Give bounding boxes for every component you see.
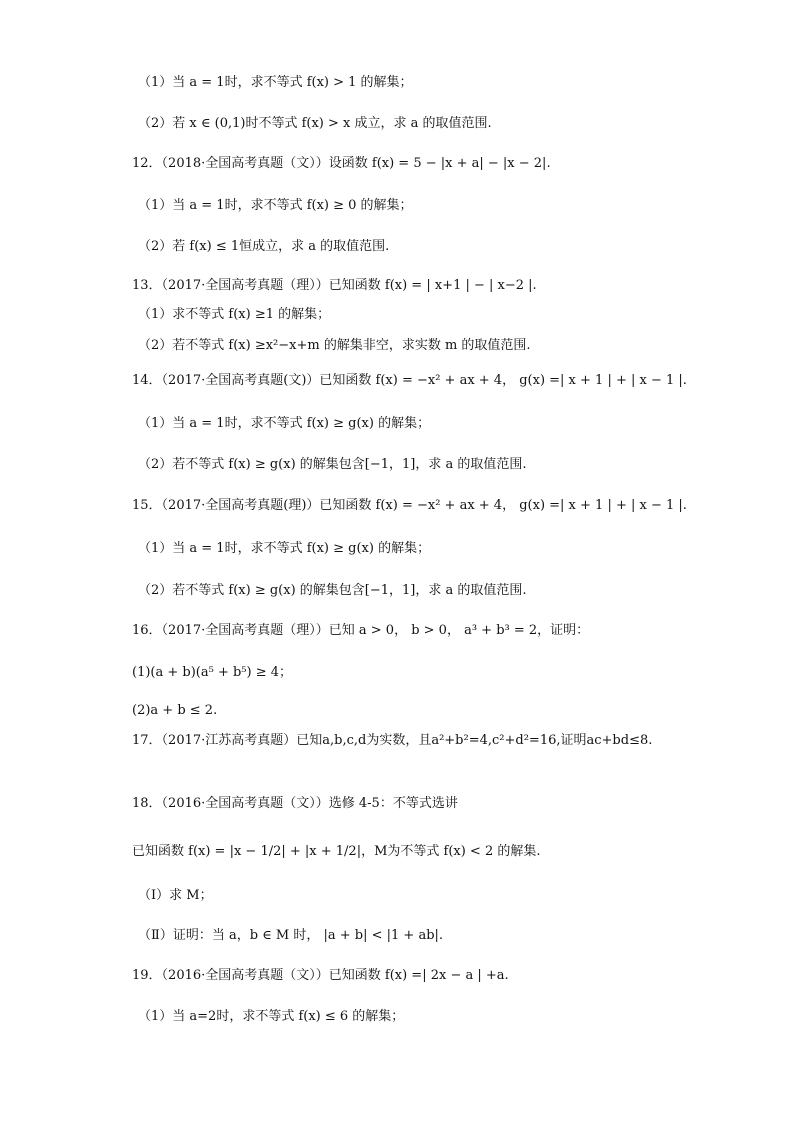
q14-part1: （1）当 a = 1时，求不等式 f(x) ≥ g(x) 的解集； bbox=[138, 416, 431, 431]
q15-stem: 15．（2017·全国高考真题(理)）已知函数 f(x) = −x² + ax + 4， g(x) =| x + 1 | + | x − 1 |. bbox=[132, 498, 687, 513]
q15-part2: （2）若不等式 f(x) ≥ g(x) 的解集包含[−1，1]，求 a 的取值范围. bbox=[138, 583, 527, 598]
q14-part2: （2）若不等式 f(x) ≥ g(x) 的解集包含[−1，1]，求 a 的取值范围. bbox=[138, 457, 527, 472]
q18-part2: （Ⅱ）证明：当 a，b ∈ M 时， |a + b| < |1 + ab|. bbox=[138, 928, 444, 943]
q16-part1: (1)(a + b)(a⁵ + b⁵) ≥ 4； bbox=[132, 665, 293, 680]
q14-stem: 14．（2017·全国高考真题(文)）已知函数 f(x) = −x² + ax + 4， g(x) =| x + 1 | + | x − 1 |. bbox=[132, 373, 687, 388]
q11-part2: （2）若 x ∈ (0,1)时不等式 f(x) > x 成立，求 a 的取值范围. bbox=[138, 116, 492, 131]
q12-part1: （1）当 a = 1时，求不等式 f(x) ≥ 0 的解集； bbox=[138, 198, 413, 213]
q13-part2: （2）若不等式 f(x) ≥x²−x+m 的解集非空，求实数 m 的取值范围. bbox=[138, 338, 531, 353]
q16-stem: 16．（2017·全国高考真题（理））已知 a > 0， b > 0， a³ + b³ = 2，证明： bbox=[132, 623, 590, 638]
q16-part2: (2)a + b ≤ 2. bbox=[132, 703, 218, 718]
q15-part1: （1）当 a = 1时，求不等式 f(x) ≥ g(x) 的解集； bbox=[138, 541, 431, 556]
q18-stem: 18．（2016·全国高考真题（文））选修 4-5：不等式选讲 bbox=[132, 796, 458, 811]
q18-function: 已知函数 f(x) = |x − 1/2| + |x + 1/2|，M为不等式 f(x) < 2 的解集. bbox=[132, 844, 541, 859]
q12-part2: （2）若 f(x) ≤ 1恒成立，求 a 的取值范围. bbox=[138, 239, 390, 254]
q19-part1: （1）当 a=2时，求不等式 f(x) ≤ 6 的解集； bbox=[138, 1009, 405, 1024]
q19-stem: 19．（2016·全国高考真题（文））已知函数 f(x) =| 2x − a | +a. bbox=[132, 968, 509, 983]
q13-stem: 13．（2017·全国高考真题（理））已知函数 f(x) = | x+1 | − | x−2 |. bbox=[132, 278, 537, 293]
q13-part1: （1）求不等式 f(x) ≥1 的解集； bbox=[138, 307, 331, 322]
q18-part1: （Ⅰ）求 M； bbox=[138, 888, 213, 903]
q17-stem: 17．（2017·江苏高考真题）已知a,b,c,d为实数，且a²+b²=4,c²+d²=16,证明ac+bd≤8. bbox=[132, 733, 653, 748]
q12-stem: 12．（2018·全国高考真题（文））设函数 f(x) = 5 − |x + a| − |x − 2|. bbox=[132, 156, 551, 171]
q11-part1: （1）当 a = 1时，求不等式 f(x) > 1 的解集； bbox=[138, 75, 413, 90]
